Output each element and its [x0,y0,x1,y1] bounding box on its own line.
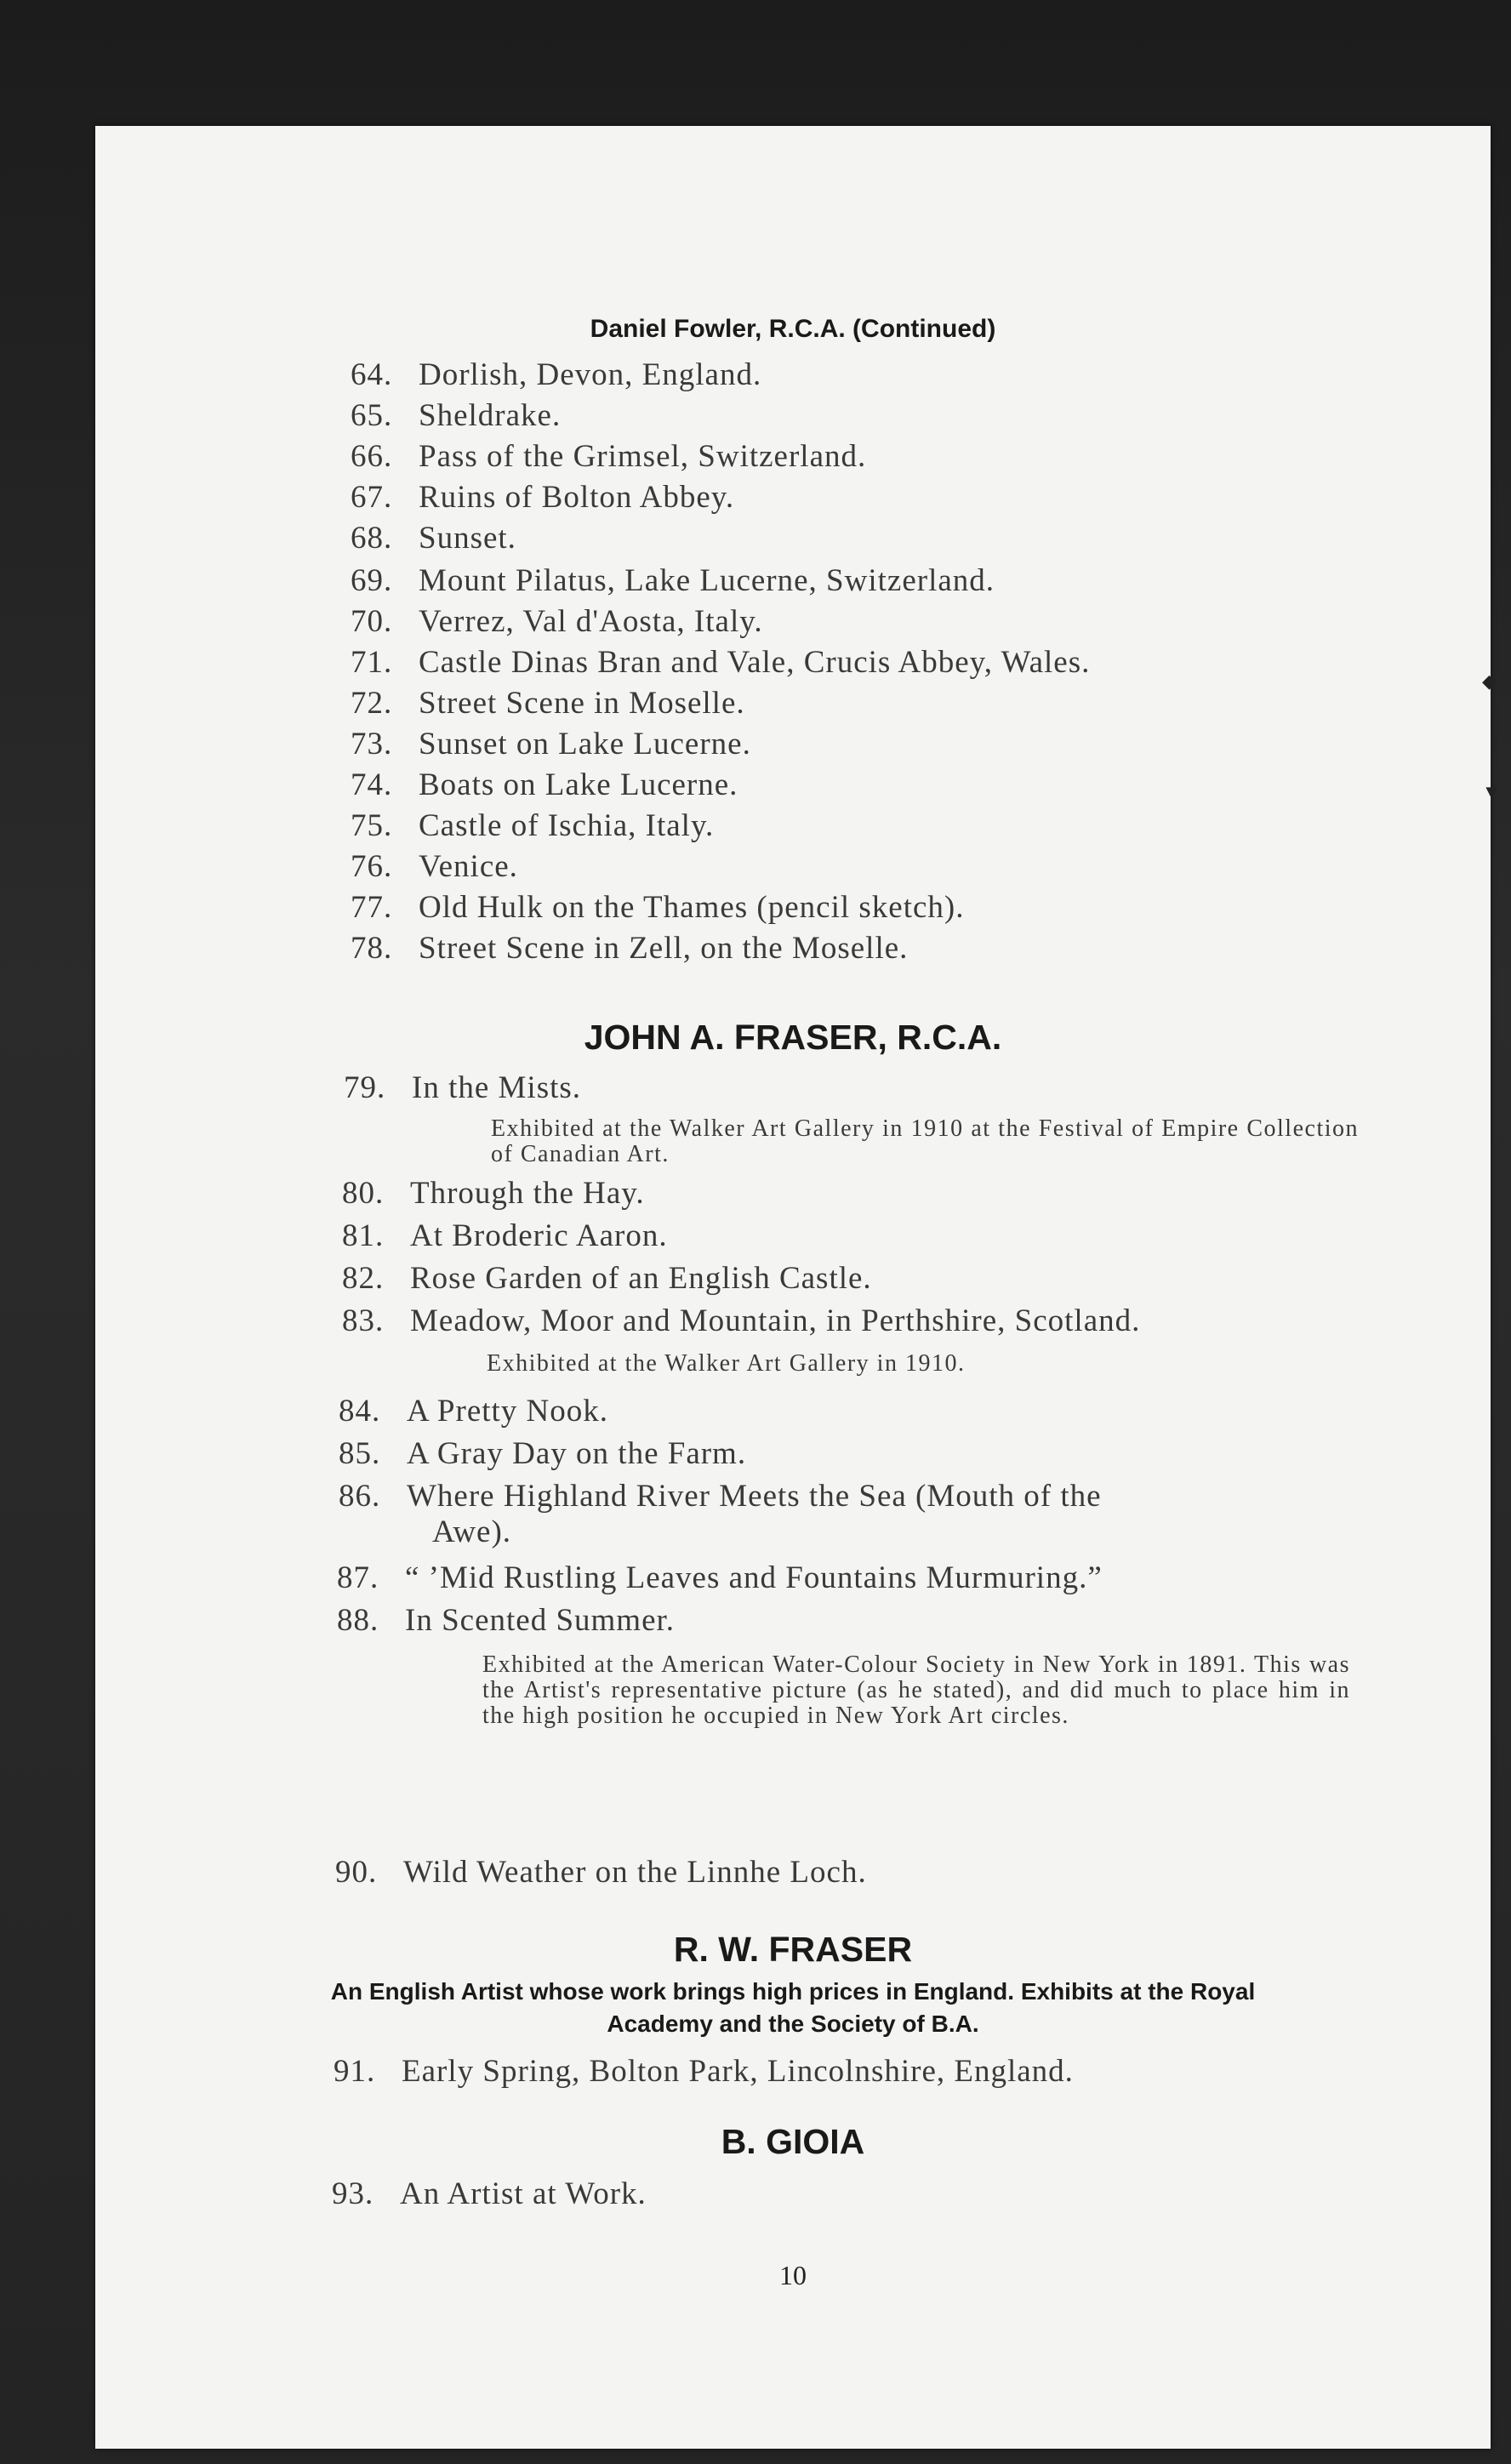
item-number: 84. [339,1394,381,1429]
item-title: A Pretty Nook. [407,1394,609,1429]
item-number: 85. [339,1436,381,1471]
scan-mark: ▼ [1482,781,1501,802]
item-number: 93. [332,2176,374,2211]
item-title: Wild Weather on the Linnhe Loch. [403,1855,867,1890]
item-number: 82. [342,1261,385,1296]
item-number: 75. [351,808,393,843]
artist-heading: JOHN A. FRASER, R.C.A. [584,1018,1002,1057]
item-number: 68. [351,521,393,556]
item-title: Street Scene in Zell, on the Moselle. [419,931,909,966]
item-title: In Scented Summer. [405,1603,676,1638]
item-number: 65. [351,398,393,433]
artist-description: An English Artist whose work brings high prices in England. Exhibits at the Royal Academy and the Society of B.A. [330,1978,1256,2037]
item-number: 71. [351,645,393,680]
artist-heading: B. GIOIA [721,2122,865,2161]
item-number: 91. [334,2054,376,2089]
item-number: 73. [351,727,393,761]
item-number: 83. [342,1303,385,1338]
item-number: 79. [344,1070,386,1105]
item-number: 80. [342,1176,385,1211]
artist-heading: R. W. FRASER [673,1930,913,1969]
item-title: Castle of Ischia, Italy. [419,808,715,843]
item-number: 81. [342,1218,385,1253]
exhibition-note: Exhibited at the Walker Art Gallery in 1910 at the Festival of Empire Collection of Canadian Art. [491,1115,1359,1167]
item-title: Dorlish, Devon, England. [419,357,762,392]
item-title: Early Spring, Bolton Park, Lincolnshire, England. [402,2054,1074,2089]
item-title: Sheldrake. [419,398,562,433]
item-number: 88. [337,1603,379,1638]
item-number: 70. [351,604,393,639]
item-number: 86. [339,1479,381,1514]
item-number: 67. [351,480,393,515]
item-title: Sunset on Lake Lucerne. [419,727,751,761]
page-content [95,126,1501,2449]
item-title: Old Hulk on the Thames (pencil sketch). [419,890,965,925]
item-title: At Broderic Aaron. [410,1218,668,1253]
item-number: 69. [351,563,393,598]
item-title: Ruins of Bolton Abbey. [419,480,735,515]
item-title: Meadow, Moor and Mountain, in Perthshire, Scotland. [410,1303,1141,1338]
item-title: Rose Garden of an English Castle. [410,1261,872,1296]
item-title: Sunset. [419,521,516,556]
item-title: Mount Pilatus, Lake Lucerne, Switzerland. [419,563,995,598]
item-title: An Artist at Work. [400,2176,647,2211]
item-number: 64. [351,357,393,392]
document-page [95,126,1501,2449]
item-title: Street Scene in Moselle. [419,686,745,721]
item-title: Where Highland River Meets the Sea (Mouth of the [407,1479,1102,1514]
item-title-continued: Awe). [432,1514,512,1549]
item-number: 77. [351,890,393,925]
exhibition-note: Exhibited at the Walker Art Gallery in 1910. [487,1350,966,1377]
item-number: 72. [351,686,393,721]
exhibition-note: Exhibited at the American Water-Colour Society in New York in 1891. This was the Artist's representative picture (as he stated), and did much to place him in the high position he occupied in New York Art circles. [482,1651,1350,1729]
item-title: A Gray Day on the Farm. [407,1436,747,1471]
item-number: 76. [351,849,393,884]
item-number: 66. [351,439,393,474]
item-title: Verrez, Val d'Aosta, Italy. [419,604,763,639]
item-title: Pass of the Grimsel, Switzerland. [419,439,867,474]
section-header: Daniel Fowler, R.C.A. (Continued) [590,315,996,343]
item-number: 90. [335,1855,378,1890]
item-number: 78. [351,931,393,966]
item-title: Boats on Lake Lucerne. [419,767,738,802]
item-title: Venice. [419,849,518,884]
item-title: Through the Hay. [410,1176,645,1211]
item-title: Castle Dinas Bran and Vale, Crucis Abbey, Wales. [419,645,1091,680]
item-title: In the Mists. [412,1070,582,1105]
scan-mark: ◆ [1482,670,1497,692]
item-number: 74. [351,767,393,802]
item-number: 87. [337,1560,379,1595]
item-title: “ ’Mid Rustling Leaves and Fountains Murmuring.” [405,1560,1103,1595]
page-number: 10 [779,2260,807,2290]
